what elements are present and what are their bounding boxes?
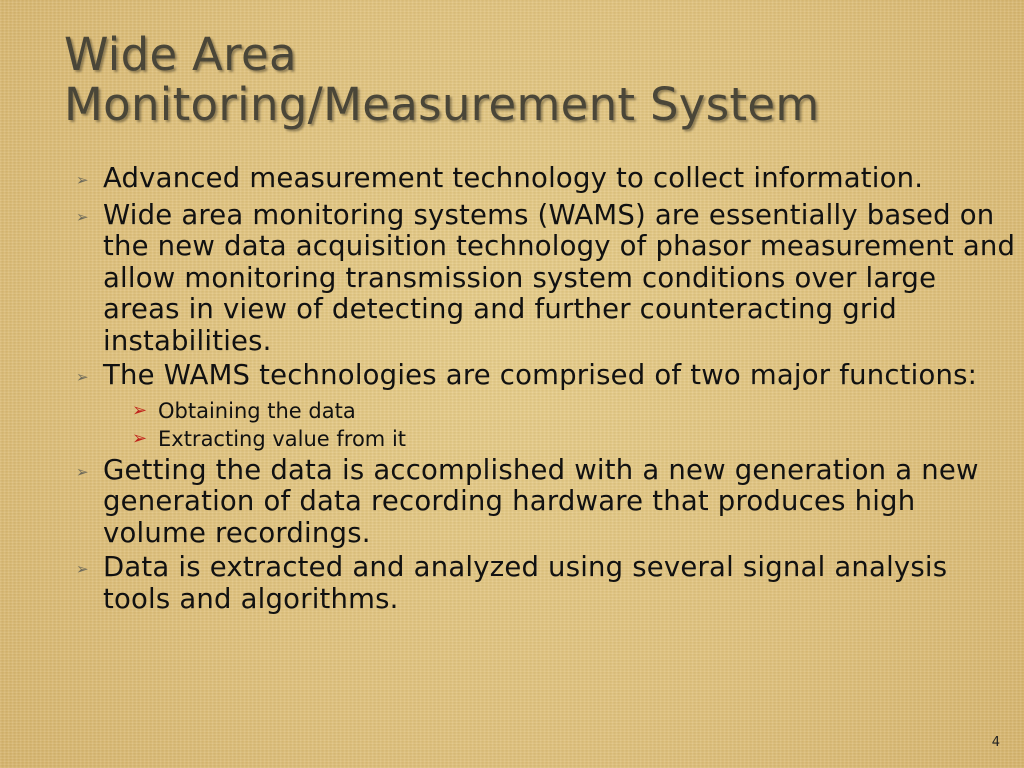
sub-bullet-item — [132, 425, 1016, 453]
bullet-text: Getting the data is accomplished with a new generation a new generation of data recording hardware that produces high volume recordings. — [103, 453, 979, 549]
bullet-text: Advanced measurement technology to collect information. — [103, 162, 924, 194]
sub-bullet-item — [132, 397, 1016, 425]
bullet-item — [76, 163, 1016, 197]
arrow-bullet-icon: ➢ — [76, 462, 89, 481]
arrow-bullet-icon: ➢ — [76, 368, 89, 386]
slide-content — [76, 163, 1016, 618]
bullet-text: Wide area monitoring systems (WAMS) are essentially based on the new data acquisition technology of phasor measurement and allow monitoring transmission system conditions over large areas in view of detecting and further counteracting grid instabilities. — [103, 198, 1016, 357]
red-arrow-bullet-icon: ➢ — [132, 427, 148, 449]
bullet-text: Data is extracted and analyzed using several signal analysis tools and algorithms. — [103, 551, 948, 615]
bullet-item — [76, 200, 1016, 358]
sub-bullet-text: Obtaining the data — [158, 398, 356, 423]
page-number: 4 — [991, 735, 1000, 750]
arrow-bullet-icon: ➢ — [76, 207, 89, 226]
sub-bullet-text: Extracting value from it — [158, 426, 407, 451]
sub-bullet-list — [132, 397, 1016, 453]
bullet-text: The WAMS technologies are comprised of two major functions: — [103, 359, 978, 391]
bullet-item — [76, 360, 1016, 394]
arrow-bullet-icon: ➢ — [76, 171, 89, 189]
bullet-item — [76, 552, 1016, 615]
slide-title-line-2: Monitoring/Measurement System — [64, 78, 820, 131]
arrow-bullet-icon: ➢ — [76, 560, 89, 578]
slide-title — [64, 30, 820, 130]
bullet-item — [76, 455, 1016, 550]
slide-title-line-1: Wide Area — [64, 28, 297, 81]
red-arrow-bullet-icon: ➢ — [132, 399, 148, 421]
